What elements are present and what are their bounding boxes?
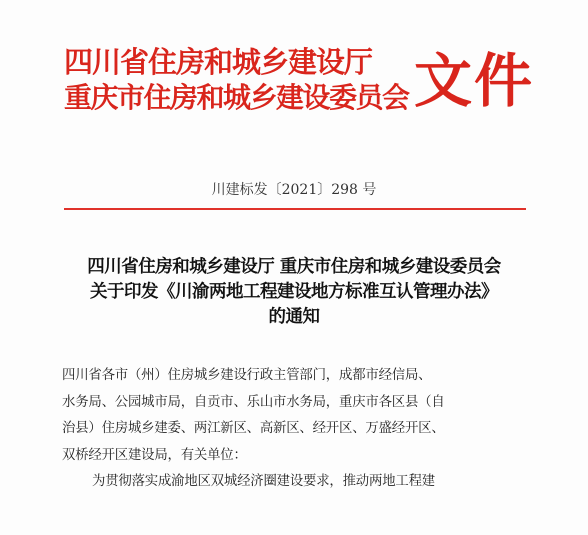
document-number: 川建标发〔2021〕298 号 bbox=[211, 182, 377, 198]
title-line-2: 关于印发《川渝两地工程建设地方标准互认管理办法》 bbox=[90, 282, 498, 302]
issuer-chongqing: 重庆市住房和城乡建设委员会 bbox=[64, 81, 409, 114]
issuer-sichuan: 四川省住房和城乡建设厅 bbox=[64, 45, 373, 79]
notice-body bbox=[62, 363, 532, 496]
body-paragraph-start: 为贯彻落实成渝地区双城经济圈建设要求，推动两地工程建 bbox=[92, 474, 435, 489]
body-line: 治县）住房城乡建委、两江新区、高新区、经开区、万盛经开区、 bbox=[62, 421, 445, 436]
red-divider bbox=[64, 208, 526, 210]
title-line-3: 的通知 bbox=[268, 307, 320, 327]
document-word: 文件 bbox=[414, 47, 535, 115]
body-line: 水务局、公园城市局，自贡市、乐山市水务局，重庆市各区县（自 bbox=[62, 394, 445, 410]
body-line: 双桥经开区建设局，有关单位： bbox=[62, 447, 247, 463]
issuer-block bbox=[64, 44, 409, 116]
notice-title bbox=[0, 255, 588, 330]
title-line-1: 四川省住房和城乡建设厅 重庆市住房和城乡建设委员会 bbox=[87, 257, 501, 277]
body-line: 四川省各市（州）住房城乡建设行政主管部门，成都市经信局、 bbox=[62, 368, 432, 383]
